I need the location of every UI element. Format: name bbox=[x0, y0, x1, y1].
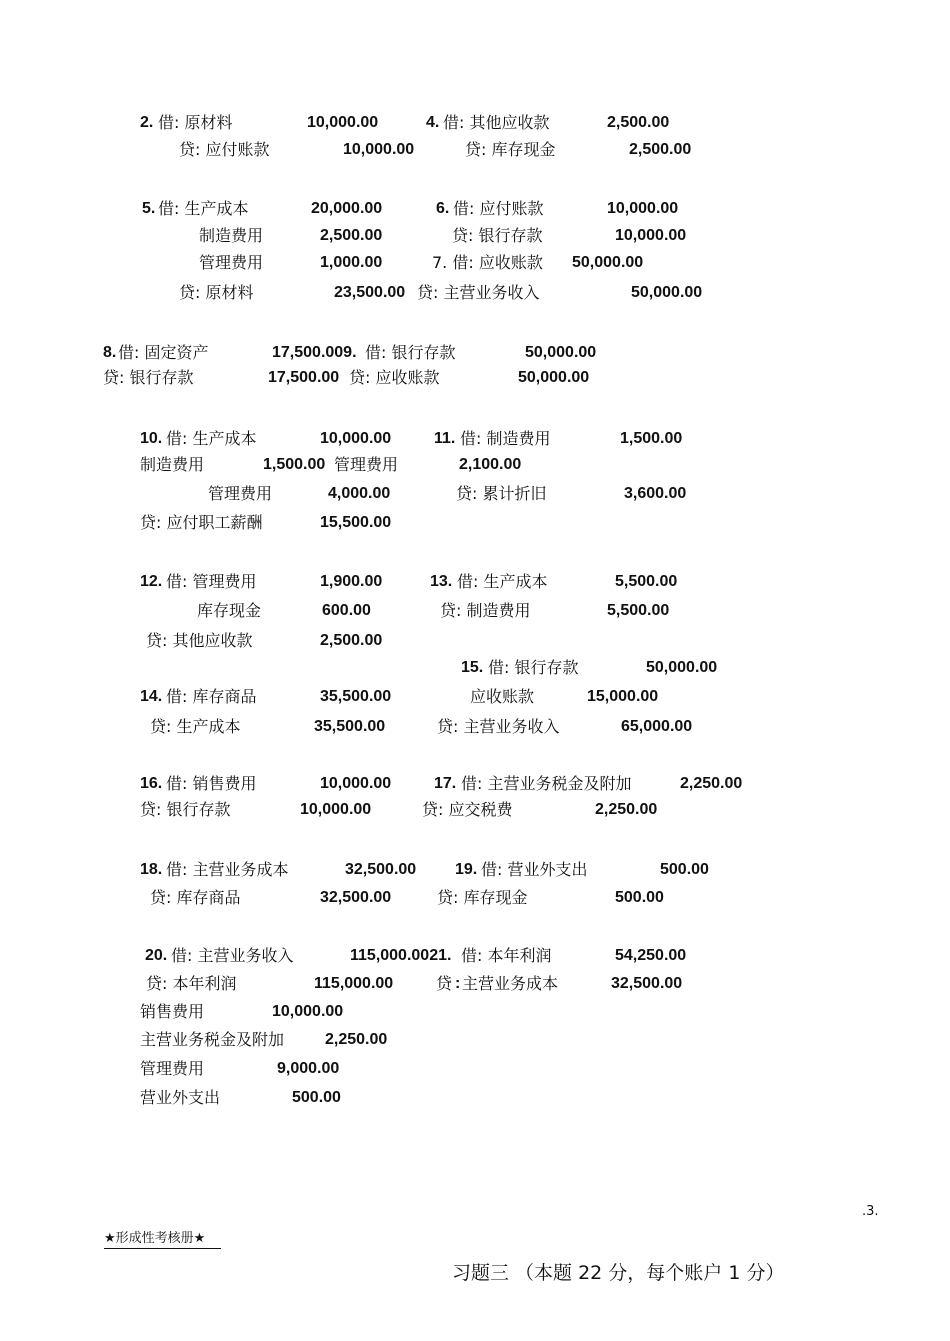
entry-amount: 54,250.00 bbox=[615, 947, 687, 964]
entry-amount: 15. bbox=[461, 659, 484, 676]
entry-amount: 17,500.009. bbox=[272, 344, 357, 361]
entry-account-text: 借: 银行存款 bbox=[488, 658, 579, 677]
entry-account-text: 7. 借: 应收账款 bbox=[432, 253, 543, 272]
entry-amount: 2,500.00 bbox=[629, 141, 692, 158]
entry-amount: 16. bbox=[140, 775, 163, 792]
entry-account-text: 贷: 银行存款 bbox=[103, 368, 194, 387]
entry-account-text: 管理费用 bbox=[334, 455, 399, 474]
entry-amount: 10,000.00 bbox=[300, 801, 372, 818]
entry-amount: 15,500.00 bbox=[320, 514, 392, 531]
entry-account-text: 贷: 生产成本 bbox=[150, 717, 241, 736]
entry-amount: 14. bbox=[140, 688, 163, 705]
entry-amount: 500.00 bbox=[292, 1089, 341, 1106]
entry-account-text: 销售费用 bbox=[140, 1002, 205, 1021]
entry-account-text: 借: 生产成本 bbox=[166, 429, 257, 448]
entry-amount: 20,000.00 bbox=[311, 200, 383, 217]
entry-amount: 10,000.00 bbox=[307, 114, 379, 131]
entry-amount: 17. bbox=[434, 775, 457, 792]
entry-account-text: 贷: 银行存款 bbox=[452, 226, 543, 245]
entry-amount: 2,250.00 bbox=[595, 801, 658, 818]
entry-amount: 2,500.00 bbox=[320, 227, 383, 244]
entry-account-text: 借: 库存商品 bbox=[166, 687, 257, 706]
entry-account-text: 借: 主营业务成本 bbox=[166, 860, 289, 879]
page-number: .3. bbox=[862, 1204, 879, 1219]
entry-amount: 600.00 bbox=[322, 602, 371, 619]
entry-amount: 10,000.00 bbox=[343, 141, 415, 158]
entry-amount: 2,250.00 bbox=[680, 775, 743, 792]
entry-account-text: 贷: 银行存款 bbox=[140, 800, 231, 819]
entry-amount: 19. bbox=[455, 861, 478, 878]
entry-amount: 10,000.00 bbox=[607, 200, 679, 217]
entry-amount: 15,000.00 bbox=[587, 688, 659, 705]
entry-amount: 12. bbox=[140, 573, 163, 590]
entry-amount: 10. bbox=[140, 430, 163, 447]
entry-account-text: 借: 主营业务收入 bbox=[171, 946, 294, 965]
entry-amount: 20. bbox=[145, 947, 168, 964]
entry-amount: 2,100.00 bbox=[459, 456, 522, 473]
entry-amount: 10,000.00 bbox=[272, 1003, 344, 1020]
entry-amount: 6. bbox=[436, 200, 450, 217]
entry-amount: 3,600.00 bbox=[624, 485, 687, 502]
entry-account-text: 贷 bbox=[436, 974, 453, 993]
entry-account-text: 贷: 应收账款 bbox=[349, 368, 440, 387]
entry-amount: 1,500.00 bbox=[263, 456, 326, 473]
entry-account-text: 库存现金 bbox=[197, 601, 262, 620]
entry-amount: 1,000.00 bbox=[320, 254, 383, 271]
entry-amount: 35,500.00 bbox=[314, 718, 386, 735]
entry-amount: 32,500.00 bbox=[345, 861, 417, 878]
entry-amount: 50,000.00 bbox=[525, 344, 597, 361]
entry-amount: 10,000.00 bbox=[615, 227, 687, 244]
entry-amount: 32,500.00 bbox=[320, 889, 392, 906]
entry-account-text: 借: 本年利润 bbox=[461, 946, 552, 965]
entry-account-text: 制造费用 bbox=[199, 226, 264, 245]
entry-account-text: 贷: 制造费用 bbox=[440, 601, 531, 620]
entry-account-text: 贷: 主营业务收入 bbox=[437, 717, 560, 736]
entry-amount: 50,000.00 bbox=[631, 284, 703, 301]
entry-account-text: 贷: 应付职工薪酬 bbox=[140, 513, 263, 532]
entry-account-text: 管理费用 bbox=[199, 253, 264, 272]
entry-amount: 5,500.00 bbox=[615, 573, 678, 590]
entry-amount: 500.00 bbox=[615, 889, 664, 906]
entry-amount: 5. bbox=[142, 200, 156, 217]
entry-amount: 50,000.00 bbox=[572, 254, 644, 271]
entry-account-text: 贷: 库存商品 bbox=[150, 888, 241, 907]
entry-amount: 17,500.00 bbox=[268, 369, 340, 386]
entry-account-text: 贷: 原材料 bbox=[179, 283, 254, 302]
entry-amount: 500.00 bbox=[660, 861, 709, 878]
entry-account-text: 借: 主营业务税金及附加 bbox=[461, 774, 632, 793]
entry-amount: 2,500.00 bbox=[320, 632, 383, 649]
entry-amount: 1,900.00 bbox=[320, 573, 383, 590]
entry-account-text: 贷: 应付账款 bbox=[179, 140, 270, 159]
entry-account-text: 贷: 主营业务收入 bbox=[417, 283, 540, 302]
entry-account-text: 借: 原材料 bbox=[158, 113, 233, 132]
entry-amount: : bbox=[455, 975, 461, 992]
entry-account-text: 主营业务成本 bbox=[462, 974, 559, 993]
entry-account-text: 借: 管理费用 bbox=[166, 572, 257, 591]
entry-amount: 5,500.00 bbox=[607, 602, 670, 619]
entry-amount: 23,500.00 bbox=[334, 284, 406, 301]
entry-amount: 10,000.00 bbox=[320, 775, 392, 792]
entry-amount: 10,000.00 bbox=[320, 430, 392, 447]
entry-account-text: 贷: 其他应收款 bbox=[146, 631, 253, 650]
entry-amount: 1,500.00 bbox=[620, 430, 683, 447]
entry-amount: 2,250.00 bbox=[325, 1031, 388, 1048]
entry-account-text: 制造费用 bbox=[140, 455, 205, 474]
entry-amount: 50,000.00 bbox=[646, 659, 718, 676]
entry-account-text: 借: 生产成本 bbox=[457, 572, 548, 591]
entry-account-text: 借: 制造费用 bbox=[460, 429, 551, 448]
entry-account-text: 管理费用 bbox=[140, 1059, 205, 1078]
entry-amount: 11. bbox=[434, 430, 456, 447]
entry-amount: 2. bbox=[140, 114, 154, 131]
exercise-heading: 习题三 （本题 22 分，每个账户 1 分） bbox=[452, 1262, 785, 1284]
entry-account-text: 借: 销售费用 bbox=[166, 774, 257, 793]
entry-amount: 65,000.00 bbox=[621, 718, 693, 735]
entry-amount: 18. bbox=[140, 861, 163, 878]
entry-amount: 4. bbox=[426, 114, 440, 131]
entry-account-text: 贷: 本年利润 bbox=[146, 974, 237, 993]
entry-amount: 32,500.00 bbox=[611, 975, 683, 992]
entry-amount: 115,000.0021. bbox=[350, 947, 452, 964]
entry-account-text: 借: 其他应收款 bbox=[443, 113, 550, 132]
entry-account-text: 管理费用 bbox=[208, 484, 273, 503]
entry-amount: 8. bbox=[103, 344, 117, 361]
entry-amount: 4,000.00 bbox=[328, 485, 391, 502]
entry-account-text: 贷: 应交税费 bbox=[422, 800, 513, 819]
entry-account-text: 借: 银行存款 bbox=[365, 343, 456, 362]
entry-account-text: 应收账款 bbox=[470, 687, 535, 706]
entry-account-text: 借: 生产成本 bbox=[158, 199, 249, 218]
entry-amount: 13. bbox=[430, 573, 453, 590]
entry-account-text: 营业外支出 bbox=[140, 1088, 221, 1107]
entry-account-text: 借: 应付账款 bbox=[453, 199, 544, 218]
entry-amount: 2,500.00 bbox=[607, 114, 670, 131]
entry-amount: 9,000.00 bbox=[277, 1060, 340, 1077]
entry-account-text: 主营业务税金及附加 bbox=[140, 1030, 285, 1049]
footer-label: ★形成性考核册★ bbox=[104, 1230, 221, 1249]
entry-account-text: 贷: 库存现金 bbox=[437, 888, 528, 907]
entry-amount: 50,000.00 bbox=[518, 369, 590, 386]
entry-account-text: 贷: 累计折旧 bbox=[456, 484, 547, 503]
entry-account-text: 贷: 库存现金 bbox=[465, 140, 556, 159]
entry-amount: 115,000.00 bbox=[314, 975, 394, 992]
entry-account-text: 借: 营业外支出 bbox=[481, 860, 588, 879]
entry-amount: 35,500.00 bbox=[320, 688, 392, 705]
entry-account-text: 借: 固定资产 bbox=[118, 343, 209, 362]
